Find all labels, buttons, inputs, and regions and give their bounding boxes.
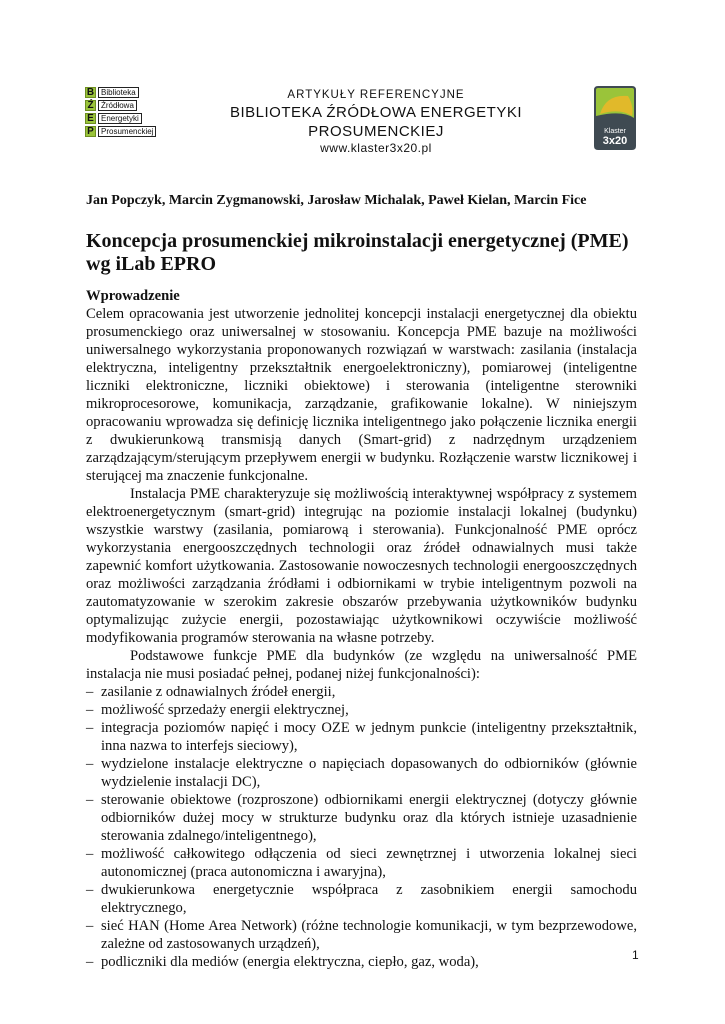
function-list [86, 683, 637, 971]
list-item: – dwukierunkowa energetycznie współpraca z zasobnikiem energii samochodu elektrycznego, [86, 881, 637, 917]
page-number: 1 [632, 948, 639, 962]
paragraph: Celem opracowania jest utworzenie jednolitej koncepcji instalacji energetycznej dla obiektu prosumenckiego oraz uniwersalnej w stosowaniu. Koncepcja PME bazuje na możliwości uniwersalnego wykorzystania proponowanych rozwiązań w warstwach: zasilania (instalacja elektryczna, inteligentny przekształtnik energoelektroniczny), pomiarowej (inteligentne liczniki elektroniczne, liczniki obiektowe) i sterowania (inteligentne sterowniki mikroprocesorowe, komunikacja, zarządzanie, grafikowanie lokalne). W niniejszym opracowaniu wprowadza się definicję licznika inteligentnego jako połączenie licznika energii z dwukierunkową transmisją danych (Smart-grid) z nadrzędnym urządzeniem zarządzającym/sterującym przepływem energii w budynku. Rozłączenie warstw licznikowej i sterującej ma znaczenie funkcjonalne. [86, 306, 637, 484]
list-item: – integracja poziomów napięć i mocy OZE w jednym punkcie (inteligentny przekształtnik, inna nazwa to interfejs sieciowy), [86, 719, 637, 755]
logo-letter: B [86, 86, 95, 98]
logo-row-biblioteka [85, 86, 139, 98]
klaster-label: Klaster [604, 128, 626, 135]
logo-letter: P [85, 126, 96, 137]
document-body [86, 287, 637, 971]
logo-word: Źródłowa [98, 100, 137, 111]
paragraph: Podstawowe funkcje PME dla budynków (ze względu na uniwersalność PME instalacja nie musi posiadać pełnej, podanej niżej funkcjonalności): [86, 648, 637, 682]
section-heading: Wprowadzenie [86, 288, 180, 304]
list-item: – podliczniki dla mediów (energia elektryczna, ciepło, gaz, woda), [86, 953, 637, 971]
logo-word: Biblioteka [98, 87, 139, 98]
list-item: – możliwość sprzedaży energii elektrycznej, [86, 701, 637, 719]
klaster-logo [592, 84, 638, 152]
paragraph: Instalacja PME charakteryzuje się możliwością interaktywnej współpracy z systemem elektroenergetycznym (smart-grid) integrując na poziomie instalacji lokalnej (budynku) wszystkie warstwy (zasilania, pomiarową i sterowania). Funkcjonalność PME oprócz wykorzystania energooszczędnych technologii oraz źródeł odnawialnych musi także zapewnić komfort użytkowania. Zastosowanie nowoczesnych technologii energooszczędnych oraz możliwości zarządzania źródłami i odbiornikami w trybie inteligentnym pozwoli na zautomatyzowanie w szerokim zakresie obszarów przebywania użytkowników budynku optymalizując zużycie energii, pozostawiając użytkownikowi oczywiście możliwość modyfikowania programów sterowania na własne potrzeby. [86, 486, 637, 646]
logo-row-energetyki [85, 112, 142, 124]
logo-row-zrodlowa [85, 99, 137, 111]
list-item: – sterowanie obiektowe (rozproszone) odbiornikami energii elektrycznej (dotyczy głównie odbiorników dużej mocy w strukturze budynku oraz dla których istnieje uzasadnienie sterowania zdalnego/inteligentnego), [86, 791, 637, 845]
klaster-text [592, 128, 638, 147]
list-item: – wydzielone instalacje elektryczne o napięciach dopasowanych do odbiorników (głównie wydzielenie instalacji DC), [86, 755, 637, 791]
document-title: Koncepcja prosumenckiej mikroinstalacji energetycznej (PME) wg iLab EPRO [86, 230, 629, 275]
logo-word: Prosumenckiej [98, 126, 156, 137]
header-line-1: ARTYKUŁY REFERENCYJNE [287, 89, 465, 101]
authors: Jan Popczyk, Marcin Zygmanowski, Jarosław Michalak, Paweł Kielan, Marcin Fice [86, 193, 587, 208]
klaster-sub: 3x20 [602, 135, 628, 147]
list-item: – możliwość całkowitego odłączenia od sieci zewnętrznej i utworzenia lokalnej sieci autonomicznej (praca autonomiczna i awaryjna), [86, 845, 637, 881]
bzep-logo [85, 86, 163, 140]
list-item: – zasilanie z odnawialnych źródeł energii, [86, 683, 637, 701]
header-text [172, 88, 580, 156]
header-url[interactable]: www.klaster3x20.pl [320, 141, 432, 155]
header-line-2: BIBLIOTEKA ŹRÓDŁOWA ENERGETYKI PROSUMENCKIEJ [229, 104, 522, 140]
logo-letter: E [85, 113, 96, 124]
logo-word: Energetyki [98, 113, 142, 124]
logo-row-prosumenckiej [85, 125, 156, 137]
logo-letter: Ź [85, 100, 96, 111]
list-item: – sieć HAN (Home Area Network) (różne technologie komunikacji, w tym bezprzewodowe, zależne od zastosowanych urządzeń), [86, 917, 637, 953]
